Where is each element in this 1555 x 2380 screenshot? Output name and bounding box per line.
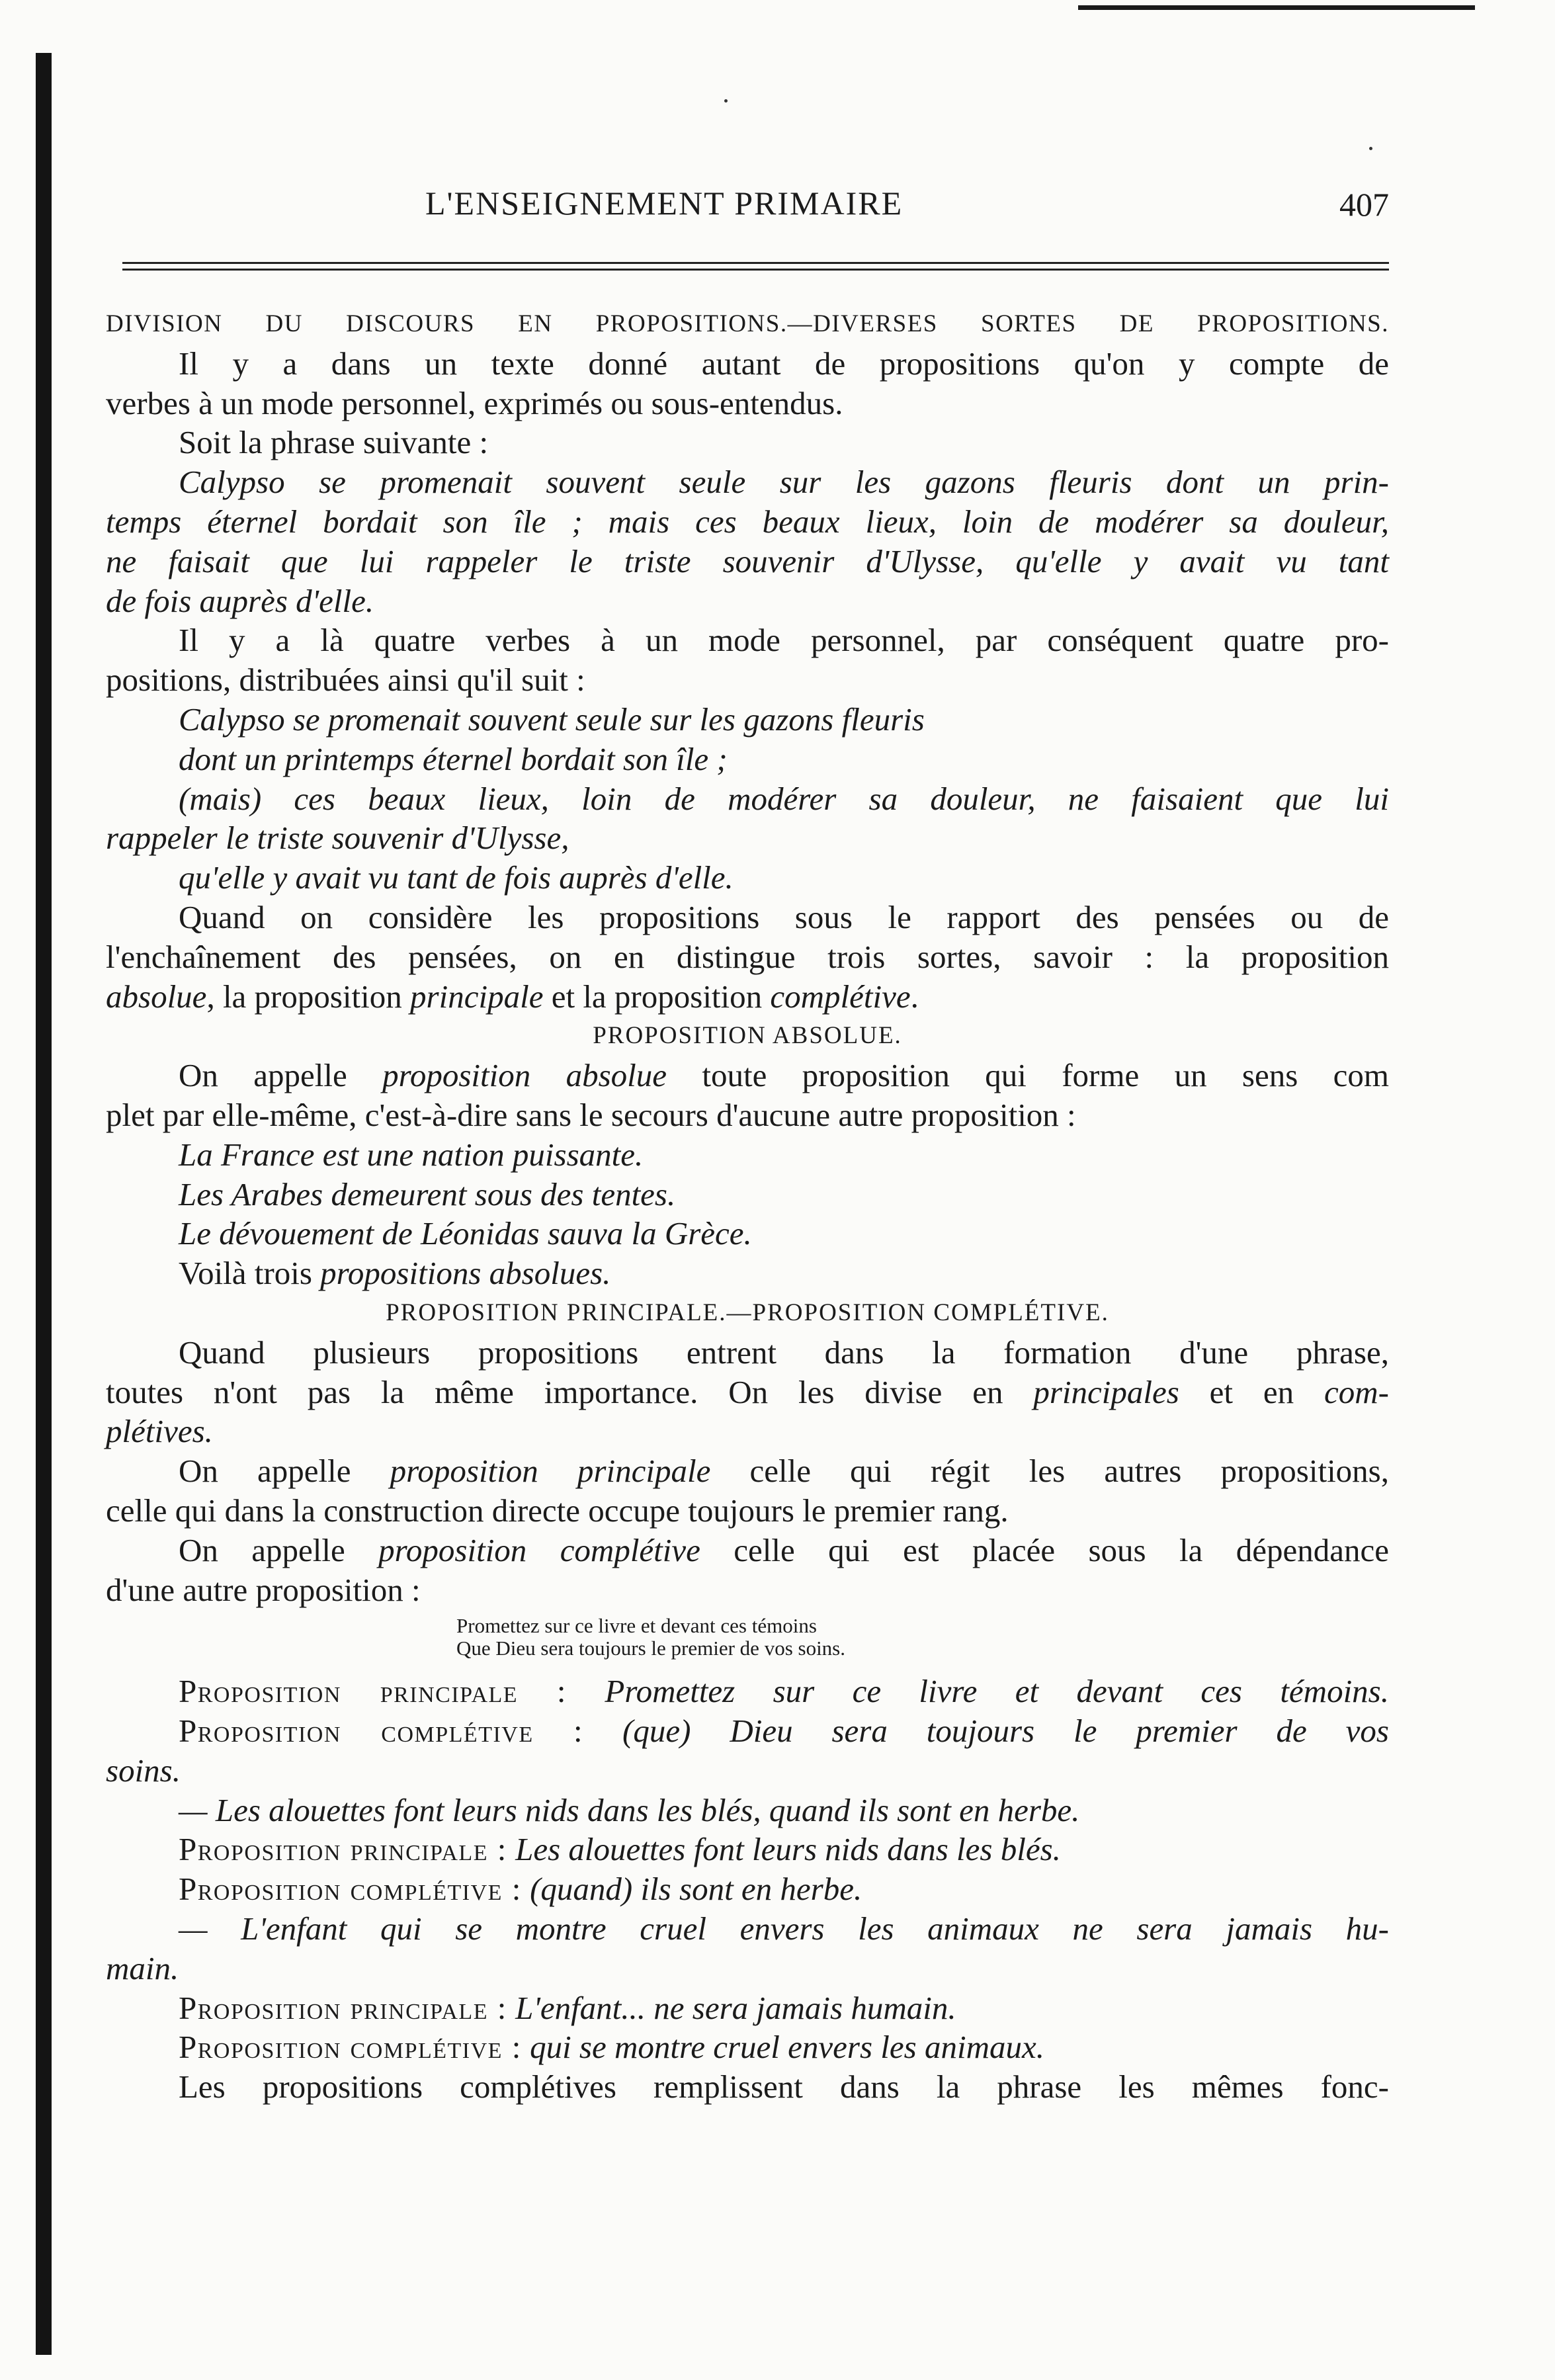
example-line: — Les alouettes font leurs nids dans les blés, quand ils sont en herbe. — [179, 1791, 1080, 1828]
example-line: main. — [106, 1949, 179, 1986]
label-completive: Proposition complétive : — [179, 1871, 522, 1908]
text-line — [106, 1254, 1389, 1293]
example-line: rappeler le triste souvenir d'Ulysse, — [106, 820, 569, 857]
text-span: et en — [1179, 1373, 1325, 1410]
text-line: positions, distribuées ainsi qu'il suit : — [106, 661, 585, 699]
term-completive: complétive — [770, 978, 911, 1015]
example-line: Calypso se promenait souvent seule sur les gazons fleuris — [179, 701, 925, 738]
text-line: plétives. — [106, 1413, 213, 1450]
verse-line: Que Dieu sera toujours le premier de vos soins. — [456, 1636, 846, 1660]
print-speck — [1369, 147, 1372, 150]
analysis-line — [106, 2027, 1389, 2067]
term-absolue: absolue — [106, 978, 207, 1015]
text-span: celle qui est placée sous la dépendance — [700, 1531, 1390, 1568]
term-span: com- — [1324, 1373, 1389, 1410]
header-rule — [122, 262, 1389, 264]
text-line: Il y a là quatre verbes à un mode personnel, par conséquent quatre pro- — [179, 622, 1389, 659]
example-line: (mais) ces beaux lieux, loin de modérer sa douleur, ne faisaient que lui — [179, 780, 1389, 817]
running-head: L'ENSEIGNEMENT PRIMAIRE — [425, 185, 904, 222]
analysis-text: qui se montre cruel envers les animaux. — [530, 2029, 1044, 2066]
subheading-principale: PROPOSITION PRINCIPALE.—PROPOSITION COMPLÉTIVE. — [386, 1298, 1109, 1326]
text-line — [106, 1373, 1389, 1412]
body-text — [106, 304, 1389, 2107]
term-span: proposition absolue — [382, 1057, 667, 1094]
analysis-text: (que) Dieu sera toujours le premier de vos — [622, 1713, 1389, 1750]
example-line: de fois auprès d'elle. — [106, 582, 374, 619]
text-span: et la proposition — [543, 978, 771, 1015]
text-line: Quand plusieurs propositions entrent dans la formation d'une phrase, — [179, 1334, 1389, 1371]
analysis-text: Promettez sur ce livre et devant ces témoins. — [605, 1673, 1389, 1710]
page-number: 407 — [1339, 186, 1389, 223]
analysis-line — [106, 1869, 1389, 1909]
example-line: dont un printemps éternel bordait son île ; — [179, 740, 728, 777]
text-line: Il y a dans un texte donné autant de propositions qu'on y compte de — [179, 345, 1389, 382]
text-line: l'enchaînement des pensées, on en distingue trois sortes, savoir : la proposition — [106, 938, 1389, 975]
term-span: proposition complétive — [378, 1531, 700, 1568]
label-principale: Proposition principale : — [179, 1989, 507, 2026]
binding-edge — [36, 53, 52, 2355]
analysis-line — [106, 1988, 1389, 2028]
example-line: temps éternel bordait son île ; mais ces beaux lieux, loin de modérer sa douleur, — [106, 503, 1389, 540]
example-line: Le dévouement de Léonidas sauva la Grèce. — [179, 1215, 752, 1252]
label-principale: Proposition principale : — [179, 1673, 567, 1710]
analysis-text: (quand) ils sont en herbe. — [530, 1871, 862, 1908]
verse-line: Promettez sur ce livre et devant ces témoins — [456, 1614, 817, 1638]
text-line: d'une autre proposition : — [106, 1571, 421, 1608]
analysis-line: soins. — [106, 1752, 181, 1789]
text-span: celle qui régit les autres propositions, — [710, 1453, 1390, 1490]
text-span: Voilà trois — [179, 1255, 321, 1292]
header-rule — [122, 269, 1389, 271]
text-span: . — [910, 978, 919, 1015]
example-line: qu'elle y avait vu tant de fois auprès d'elle. — [179, 859, 734, 896]
analysis-text: L'enfant... ne sera jamais humain. — [515, 1989, 956, 2026]
text-span: On appelle — [179, 1057, 383, 1094]
analysis-line — [106, 1711, 1389, 1751]
example-line: Les Arabes demeurent sous des tentes. — [179, 1175, 676, 1212]
subheading-absolue: PROPOSITION ABSOLUE. — [593, 1022, 902, 1050]
label-principale: Proposition principale : — [179, 1831, 507, 1868]
analysis-line — [106, 1830, 1389, 1869]
text-span: , la proposition — [206, 978, 411, 1015]
text-span: On appelle — [179, 1453, 390, 1490]
label-completive: Proposition complétive : — [179, 2029, 522, 2066]
example-line: Calypso se promenait souvent seule sur les gazons fleuris dont un prin- — [179, 464, 1389, 501]
example-line: ne faisait que lui rappeler le triste souvenir d'Ulysse, qu'elle y avait vu tant — [106, 542, 1389, 579]
text-span: toute proposition qui forme un sens com — [667, 1057, 1390, 1094]
text-line — [106, 977, 1389, 1017]
text-line — [106, 1531, 1389, 1570]
print-speck — [724, 99, 728, 103]
term-span: principales — [1033, 1373, 1179, 1410]
text-line: Soit la phrase suivante : — [179, 424, 489, 461]
term-span: proposition principale — [390, 1453, 711, 1490]
text-line: verbes à un mode personnel, exprimés ou sous-entendus. — [106, 384, 843, 421]
text-line: Les propositions complétives remplissent dans la phrase les mêmes fonc- — [179, 2068, 1389, 2105]
text-span: On appelle — [179, 1531, 379, 1568]
term-span: propositions absolues. — [320, 1255, 611, 1292]
text-line: Quand on considère les propositions sous le rapport des pensées ou de — [179, 898, 1389, 935]
analysis-text: Les alouettes font leurs nids dans les blés. — [515, 1831, 1061, 1868]
section-title: DIVISION DU DISCOURS EN PROPOSITIONS.—DIVERSES SORTES DE PROPOSITIONS. — [106, 310, 1389, 337]
top-edge-line — [1078, 5, 1475, 10]
text-line — [106, 1451, 1389, 1491]
text-span: toutes n'ont pas la même importance. On les divise en — [106, 1373, 1034, 1410]
term-principale: principale — [410, 978, 544, 1015]
text-line: plet par elle-même, c'est-à-dire sans le secours d'aucune autre proposition : — [106, 1096, 1076, 1133]
analysis-line — [106, 1672, 1389, 1711]
label-completive: Proposition complétive : — [179, 1713, 584, 1750]
page-header — [106, 176, 1389, 229]
text-line: celle qui dans la construction directe occupe toujours le premier rang. — [106, 1492, 1009, 1529]
example-line: — L'enfant qui se montre cruel envers les animaux ne sera jamais hu- — [179, 1910, 1389, 1947]
example-line: La France est une nation puissante. — [179, 1136, 644, 1173]
text-line — [106, 1056, 1389, 1095]
